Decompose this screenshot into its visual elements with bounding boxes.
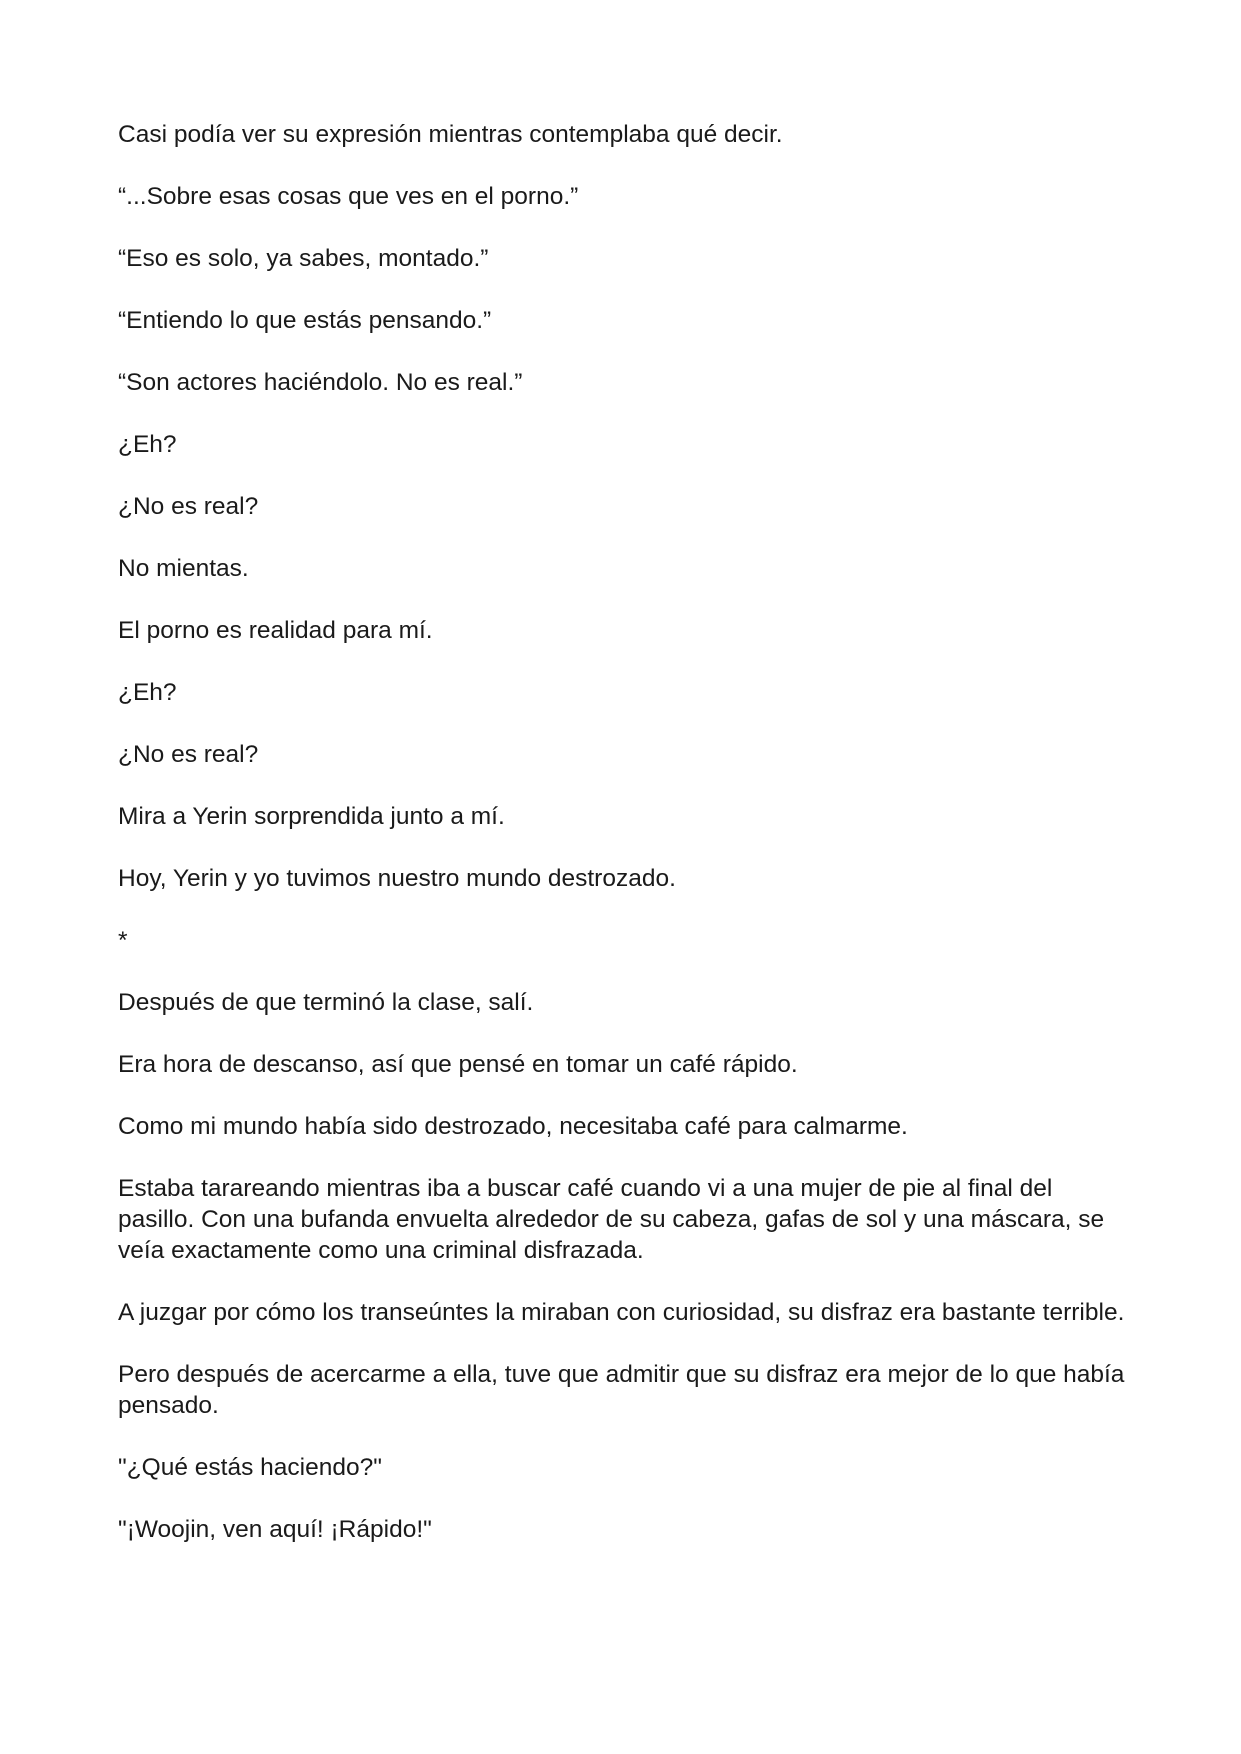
paragraph: Mira a Yerin sorprendida junto a mí. [118,803,505,830]
paragraph: ¿Eh? [118,679,177,706]
paragraph: Era hora de descanso, así que pensé en tomar un café rápido. [118,1051,798,1078]
paragraph: A juzgar por cómo los transeúntes la miraban con curiosidad, su disfraz era bastante terrible. [118,1299,1125,1326]
paragraph: “Son actores haciéndolo. No es real.” [118,369,523,396]
paragraph: Hoy, Yerin y yo tuvimos nuestro mundo destrozado. [118,865,676,892]
paragraph: "¿Qué estás haciendo?" [118,1454,382,1481]
paragraph: “Eso es solo, ya sabes, montado.” [118,245,489,272]
document-body [118,119,1128,1576]
paragraph: “Entiendo lo que estás pensando.” [118,307,492,334]
paragraph: “...Sobre esas cosas que ves en el porno.” [118,183,579,210]
paragraph: "¡Woojin, ven aquí! ¡Rápido!" [118,1516,432,1543]
paragraph: El porno es realidad para mí. [118,617,433,644]
paragraph: No mientas. [118,555,249,582]
paragraph: ¿Eh? [118,431,177,458]
paragraph: Como mi mundo había sido destrozado, necesitaba café para calmarme. [118,1113,908,1140]
scene-break: * [118,927,128,954]
paragraph: Pero después de acercarme a ella, tuve que admitir que su disfraz era mejor de lo que había pensado. [118,1361,1125,1419]
paragraph: Estaba tarareando mientras iba a buscar café cuando vi a una mujer de pie al final del pasillo. Con una bufanda envuelta alrededor de su cabeza, gafas de sol y una máscara, se veía exactamente como una criminal disfrazada. [118,1175,1105,1264]
paragraph: Casi podía ver su expresión mientras contemplaba qué decir. [118,121,783,148]
paragraph: Después de que terminó la clase, salí. [118,989,534,1016]
paragraph: ¿No es real? [118,493,259,520]
paragraph: ¿No es real? [118,741,259,768]
